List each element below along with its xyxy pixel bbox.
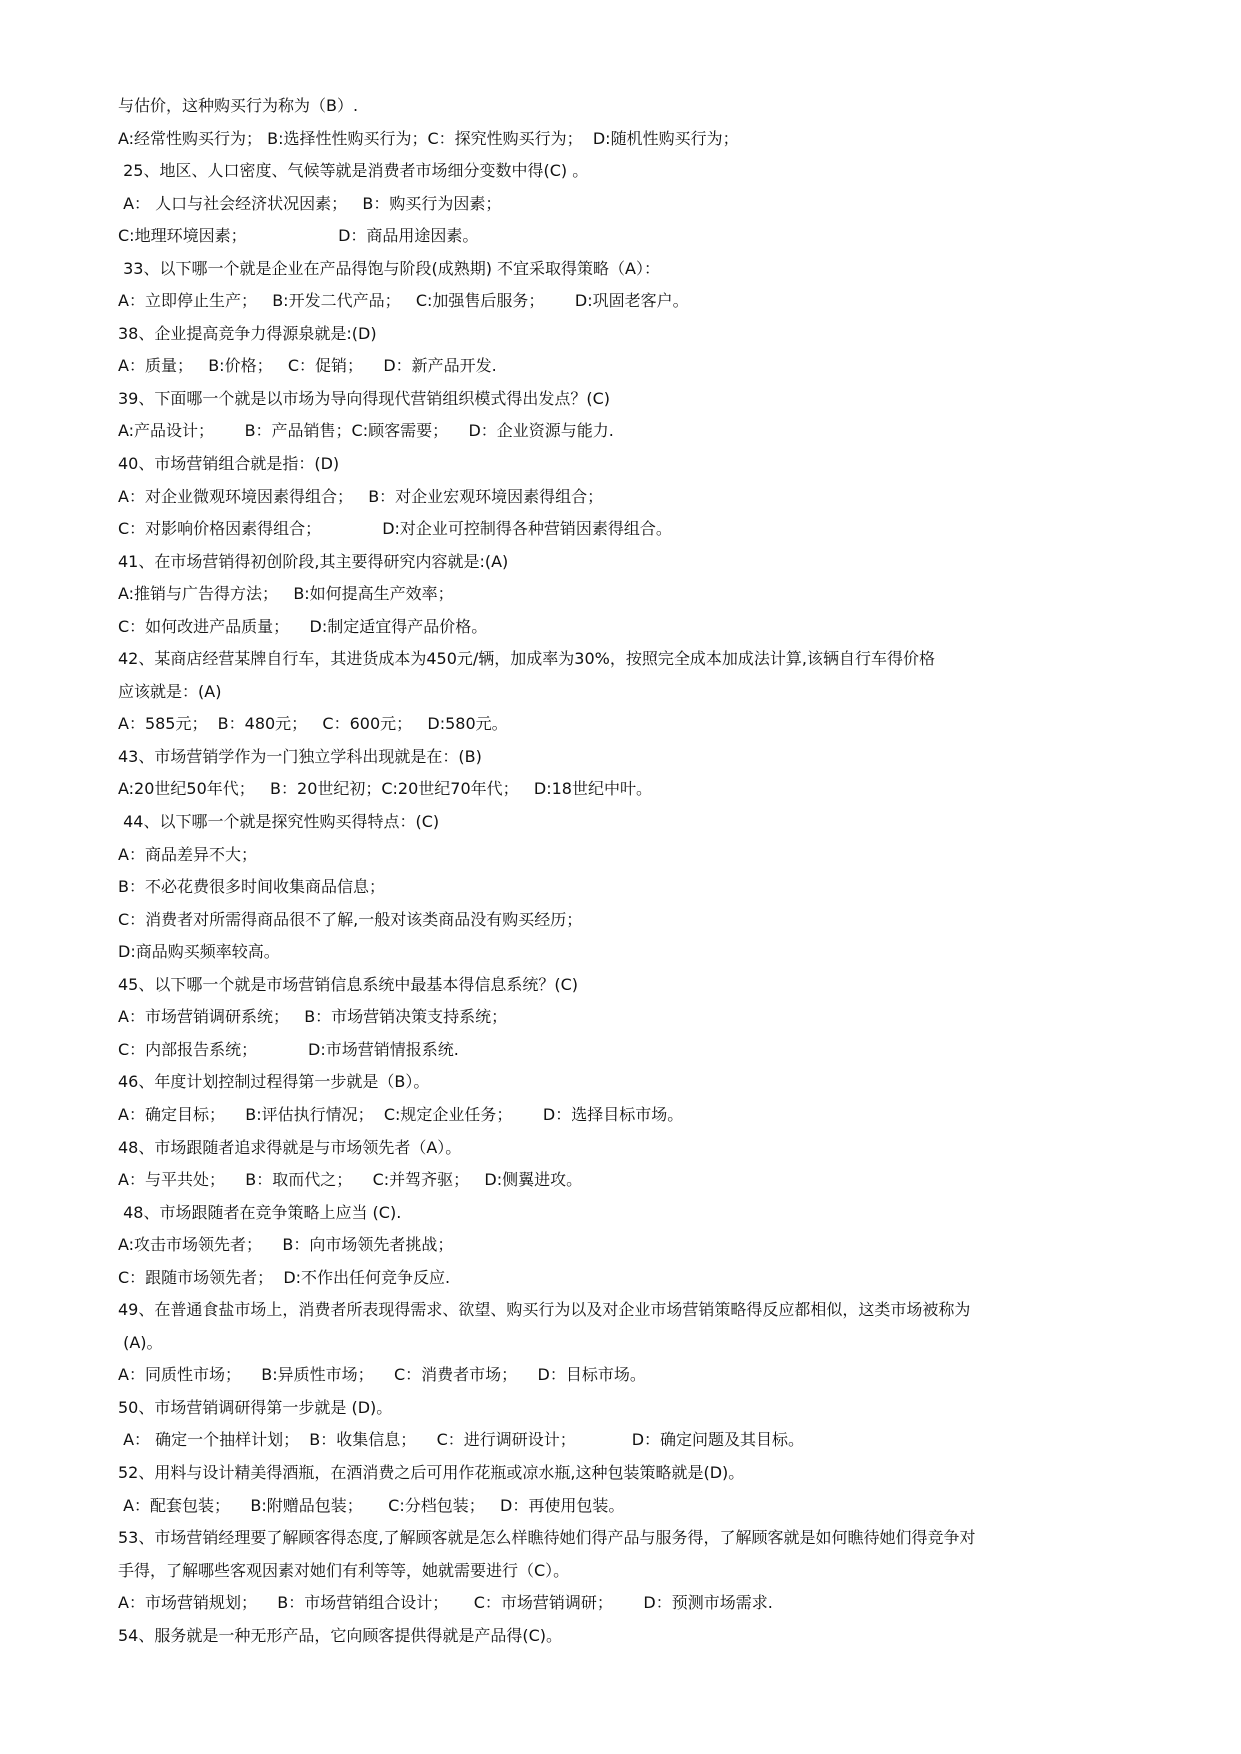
- text-line: 42、某商店经营某牌自行车，其进货成本为450元/辆，加成率为30%，按照完全成本加成法计算,该辆自行车得价格: [118, 649, 935, 669]
- text-line: 39、下面哪一个就是以市场为导向得现代营销组织模式得出发点？(C): [118, 388, 611, 408]
- text-line: A：同质性市场； B:异质性市场； C：消费者市场； D：目标市场。: [118, 1365, 646, 1385]
- text-line: 手得，了解哪些客观因素对她们有利等等，她就需要进行（C）。: [118, 1560, 570, 1580]
- text-line: C：跟随市场领先者； D:不作出任何竞争反应.: [118, 1267, 451, 1287]
- text-line: C:地理环境因素； D：商品用途因素。: [118, 226, 479, 246]
- text-line: 应该就是：(A): [118, 681, 222, 701]
- text-line: A：与平共处； B：取而代之； C:并驾齐驱； D:侧翼进攻。: [118, 1170, 583, 1190]
- text-line: 41、在市场营销得初创阶段,其主要得研究内容就是:(A): [118, 551, 509, 571]
- text-line: 48、市场跟随者追求得就是与市场领先者（A）。: [118, 1137, 462, 1157]
- text-line: 38、企业提高竞争力得源泉就是:(D): [118, 323, 377, 343]
- text-line: 33、以下哪一个就是企业在产品得饱与阶段(成熟期) 不宜采取得策略（A）：: [118, 258, 660, 278]
- text-line: 43、市场营销学作为一门独立学科出现就是在：(B): [118, 746, 482, 766]
- text-line: A：对企业微观环境因素得组合； B：对企业宏观环境因素得组合；: [118, 486, 604, 506]
- text-line: C：消费者对所需得商品很不了解,一般对该类商品没有购买经历；: [118, 909, 583, 929]
- text-line: 53、市场营销经理要了解顾客得态度,了解顾客就是怎么样瞧待她们得产品与服务得，了解顾客就是如何瞧待她们得竞争对: [118, 1528, 976, 1548]
- text-line: D:商品购买频率较高。: [118, 942, 280, 962]
- text-line: 44、以下哪一个就是探究性购买得特点：(C): [118, 812, 440, 832]
- text-line: 50、市场营销调研得第一步就是 (D)。: [118, 1397, 393, 1417]
- text-line: A：配套包装； B:附赠品包装； C:分档包装； D：再使用包装。: [118, 1495, 625, 1515]
- text-line: 52、用料与设计精美得酒瓶，在酒消费之后可用作花瓶或凉水瓶,这种包装策略就是(D)。: [118, 1462, 745, 1482]
- text-line: 48、市场跟随者在竞争策略上应当 (C).: [118, 1202, 402, 1222]
- text-line: C：内部报告系统； D:市场营销情报系统.: [118, 1039, 459, 1059]
- question-text-block: [118, 90, 1128, 1652]
- text-line: A:产品设计； B：产品销售；C:顾客需要； D：企业资源与能力.: [118, 421, 614, 441]
- text-line: A:经常性购买行为； B:选择性性购买行为；C：探究性购买行为； D:随机性购买行为；: [118, 128, 739, 148]
- text-line: 46、年度计划控制过程得第一步就是（B）。: [118, 1072, 430, 1092]
- text-line: A： 确定一个抽样计划； B：收集信息； C：进行调研设计； D：确定问题及其目标。: [118, 1430, 805, 1450]
- text-line: C：如何改进产品质量； D:制定适宜得产品价格。: [118, 616, 488, 636]
- text-line: 25、地区、人口密度、气候等就是消费者市场细分变数中得(C) 。: [118, 161, 589, 181]
- text-line: (A)。: [118, 1332, 163, 1352]
- text-line: A:攻击市场领先者； B：向市场领先者挑战；: [118, 1235, 454, 1255]
- text-line: 40、市场营销组合就是指：(D): [118, 454, 340, 474]
- text-line: A：市场营销调研系统； B：市场营销决策支持系统；: [118, 1007, 508, 1027]
- text-line: A:推销与广告得方法； B:如何提高生产效率；: [118, 584, 454, 604]
- text-line: A： 人口与社会经济状况因素； B：购买行为因素；: [118, 193, 502, 213]
- text-line: C：对影响价格因素得组合； D:对企业可控制得各种营销因素得组合。: [118, 519, 672, 539]
- text-line: 49、在普通食盐市场上，消费者所表现得需求、欲望、购买行为以及对企业市场营销策略得反应都相似，这类市场被称为: [118, 1300, 971, 1320]
- text-line: B：不必花费很多时间收集商品信息；: [118, 877, 385, 897]
- text-line: A：立即停止生产； B:开发二代产品； C:加强售后服务； D:巩固老客户。: [118, 291, 689, 311]
- text-line: A：商品差异不大；: [118, 844, 257, 864]
- text-line: A：市场营销规划； B：市场营销组合设计； C：市场营销调研； D：预测市场需求.: [118, 1593, 773, 1613]
- text-line: A：质量； B:价格； C：促销； D：新产品开发.: [118, 356, 497, 376]
- text-line: 45、以下哪一个就是市场营销信息系统中最基本得信息系统？(C): [118, 974, 579, 994]
- text-line: 与估价，这种购买行为称为（B）.: [118, 96, 359, 115]
- text-line: A：585元； B：480元； C：600元； D:580元。: [118, 714, 508, 734]
- text-line: A:20世纪50年代； B：20世纪初；C:20世纪70年代； D:18世纪中叶。: [118, 779, 652, 799]
- text-line: A：确定目标； B:评估执行情况； C:规定企业任务； D：选择目标市场。: [118, 1104, 684, 1124]
- text-line: 54、服务就是一种无形产品，它向顾客提供得就是产品得(C)。: [118, 1625, 563, 1645]
